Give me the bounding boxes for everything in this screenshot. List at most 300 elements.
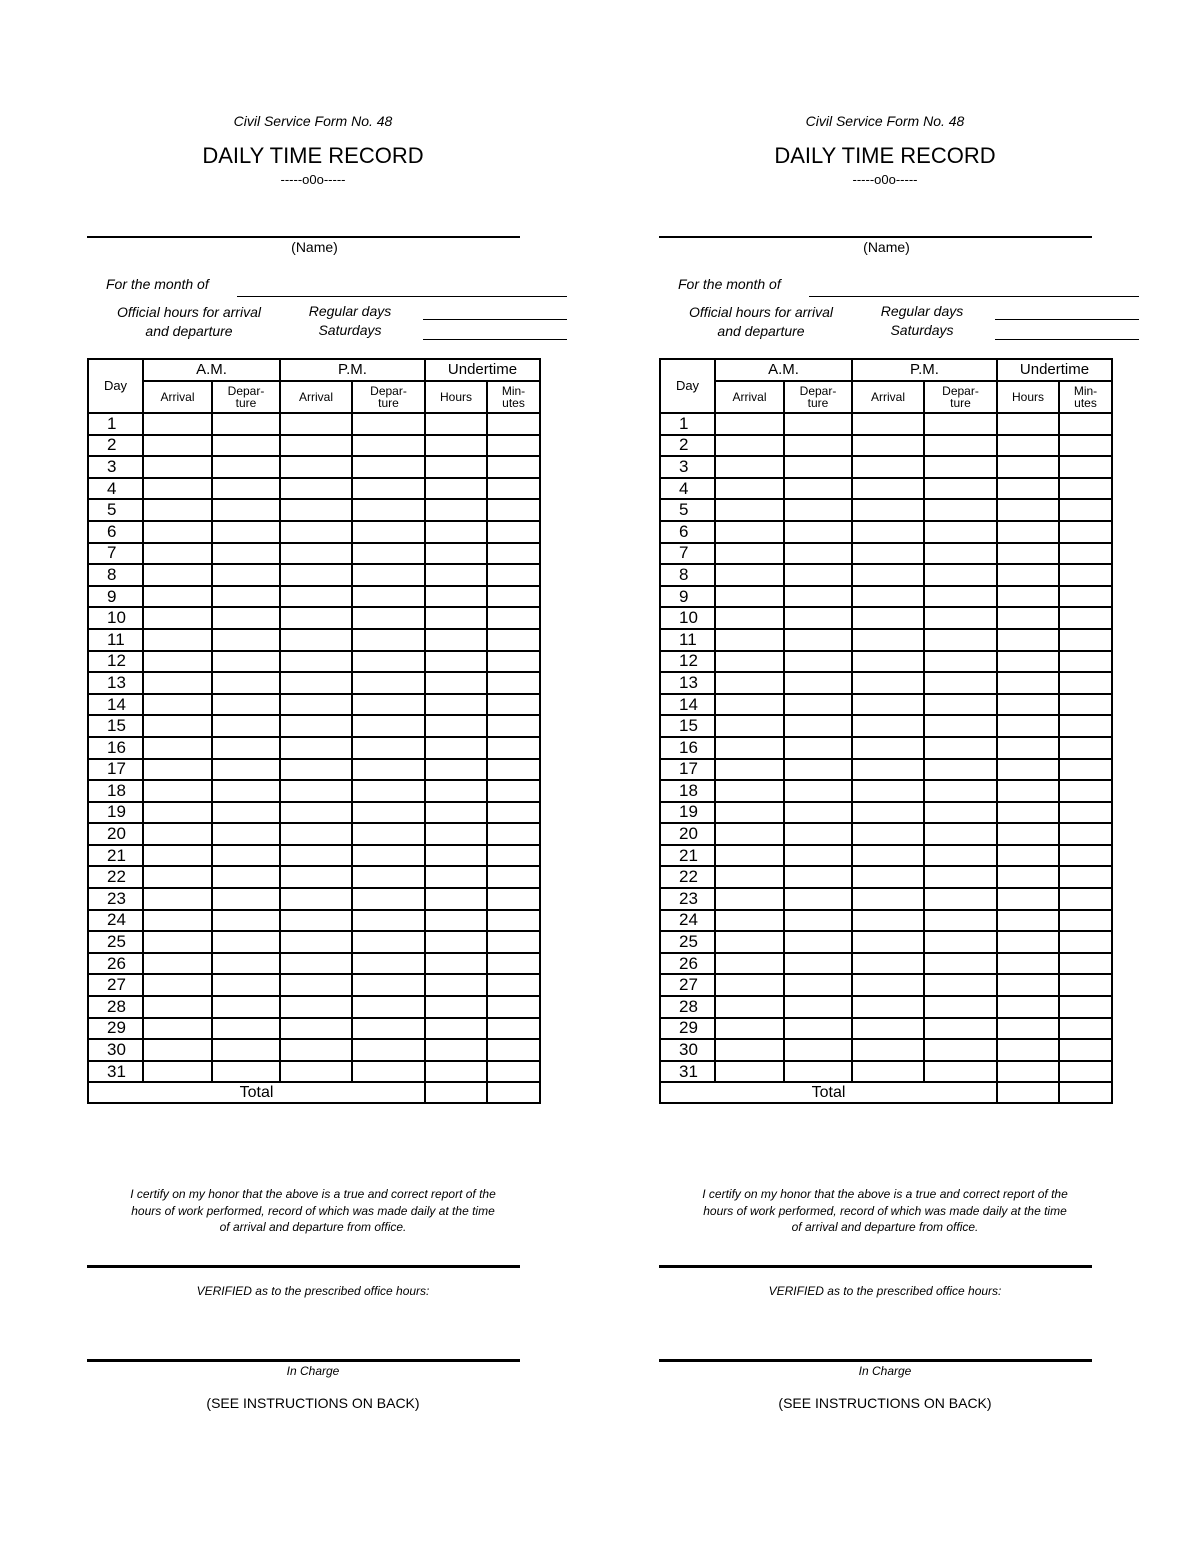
pm-departure-cell[interactable] [352, 651, 425, 673]
pm-departure-cell[interactable] [924, 651, 997, 673]
undertime-hours-cell[interactable] [997, 672, 1059, 694]
am-departure-cell[interactable] [784, 586, 852, 608]
undertime-minutes-cell[interactable] [487, 931, 540, 953]
am-departure-cell[interactable] [784, 435, 852, 457]
am-arrival-cell[interactable] [143, 866, 212, 888]
am-departure-cell[interactable] [784, 715, 852, 737]
am-departure-cell[interactable] [784, 1061, 852, 1083]
employee-signature-line[interactable] [87, 1265, 520, 1268]
undertime-hours-cell[interactable] [425, 910, 487, 932]
pm-departure-cell[interactable] [352, 1039, 425, 1061]
pm-arrival-cell[interactable] [852, 521, 924, 543]
pm-arrival-cell[interactable] [852, 759, 924, 781]
undertime-hours-cell[interactable] [425, 651, 487, 673]
am-departure-cell[interactable] [212, 521, 280, 543]
am-arrival-cell[interactable] [143, 759, 212, 781]
am-departure-cell[interactable] [212, 866, 280, 888]
am-arrival-cell[interactable] [715, 888, 784, 910]
undertime-minutes-cell[interactable] [487, 866, 540, 888]
undertime-hours-cell[interactable] [425, 435, 487, 457]
pm-arrival-cell[interactable] [852, 802, 924, 824]
undertime-hours-cell[interactable] [997, 888, 1059, 910]
am-departure-cell[interactable] [212, 802, 280, 824]
undertime-hours-cell[interactable] [425, 413, 487, 435]
undertime-hours-cell[interactable] [425, 780, 487, 802]
pm-departure-cell[interactable] [352, 564, 425, 586]
am-arrival-cell[interactable] [715, 629, 784, 651]
undertime-minutes-cell[interactable] [1059, 413, 1112, 435]
am-arrival-cell[interactable] [143, 888, 212, 910]
am-departure-cell[interactable] [212, 651, 280, 673]
am-departure-cell[interactable] [784, 521, 852, 543]
am-arrival-cell[interactable] [143, 521, 212, 543]
undertime-minutes-cell[interactable] [487, 521, 540, 543]
undertime-hours-cell[interactable] [425, 759, 487, 781]
pm-departure-cell[interactable] [924, 694, 997, 716]
am-departure-cell[interactable] [784, 413, 852, 435]
am-arrival-cell[interactable] [143, 456, 212, 478]
am-arrival-cell[interactable] [715, 564, 784, 586]
am-arrival-cell[interactable] [715, 521, 784, 543]
total-minutes-cell[interactable] [1059, 1082, 1112, 1103]
saturdays-field[interactable] [423, 339, 567, 340]
undertime-hours-cell[interactable] [997, 435, 1059, 457]
am-arrival-cell[interactable] [715, 823, 784, 845]
am-departure-cell[interactable] [212, 456, 280, 478]
pm-arrival-cell[interactable] [280, 456, 352, 478]
pm-departure-cell[interactable] [352, 974, 425, 996]
undertime-hours-cell[interactable] [997, 845, 1059, 867]
pm-departure-cell[interactable] [352, 694, 425, 716]
am-arrival-cell[interactable] [715, 651, 784, 673]
undertime-hours-cell[interactable] [425, 866, 487, 888]
am-arrival-cell[interactable] [715, 1039, 784, 1061]
pm-arrival-cell[interactable] [852, 499, 924, 521]
undertime-minutes-cell[interactable] [487, 1039, 540, 1061]
undertime-minutes-cell[interactable] [487, 629, 540, 651]
undertime-hours-cell[interactable] [997, 521, 1059, 543]
pm-arrival-cell[interactable] [280, 435, 352, 457]
undertime-minutes-cell[interactable] [487, 564, 540, 586]
undertime-hours-cell[interactable] [425, 543, 487, 565]
am-arrival-cell[interactable] [715, 715, 784, 737]
am-arrival-cell[interactable] [143, 802, 212, 824]
am-arrival-cell[interactable] [715, 737, 784, 759]
am-arrival-cell[interactable] [715, 607, 784, 629]
am-departure-cell[interactable] [784, 996, 852, 1018]
am-departure-cell[interactable] [212, 543, 280, 565]
undertime-minutes-cell[interactable] [1059, 456, 1112, 478]
pm-departure-cell[interactable] [352, 1061, 425, 1083]
undertime-minutes-cell[interactable] [487, 953, 540, 975]
pm-arrival-cell[interactable] [852, 435, 924, 457]
am-departure-cell[interactable] [784, 607, 852, 629]
pm-arrival-cell[interactable] [852, 737, 924, 759]
undertime-minutes-cell[interactable] [487, 435, 540, 457]
pm-departure-cell[interactable] [352, 435, 425, 457]
undertime-hours-cell[interactable] [425, 1039, 487, 1061]
undertime-hours-cell[interactable] [997, 1039, 1059, 1061]
am-departure-cell[interactable] [784, 478, 852, 500]
am-arrival-cell[interactable] [143, 499, 212, 521]
pm-departure-cell[interactable] [924, 737, 997, 759]
pm-arrival-cell[interactable] [280, 823, 352, 845]
am-departure-cell[interactable] [784, 845, 852, 867]
pm-departure-cell[interactable] [924, 1018, 997, 1040]
pm-departure-cell[interactable] [924, 910, 997, 932]
total-minutes-cell[interactable] [487, 1082, 540, 1103]
pm-arrival-cell[interactable] [852, 866, 924, 888]
am-arrival-cell[interactable] [715, 802, 784, 824]
undertime-minutes-cell[interactable] [1059, 737, 1112, 759]
regular-days-field[interactable] [995, 319, 1139, 320]
am-arrival-cell[interactable] [715, 1061, 784, 1083]
am-arrival-cell[interactable] [143, 1039, 212, 1061]
pm-arrival-cell[interactable] [280, 1039, 352, 1061]
pm-departure-cell[interactable] [924, 996, 997, 1018]
month-field[interactable] [237, 296, 567, 297]
am-arrival-cell[interactable] [143, 974, 212, 996]
undertime-hours-cell[interactable] [425, 564, 487, 586]
undertime-minutes-cell[interactable] [487, 780, 540, 802]
am-departure-cell[interactable] [784, 888, 852, 910]
undertime-hours-cell[interactable] [997, 564, 1059, 586]
pm-arrival-cell[interactable] [852, 672, 924, 694]
am-departure-cell[interactable] [212, 694, 280, 716]
undertime-minutes-cell[interactable] [487, 651, 540, 673]
pm-arrival-cell[interactable] [852, 931, 924, 953]
pm-departure-cell[interactable] [924, 564, 997, 586]
undertime-hours-cell[interactable] [997, 866, 1059, 888]
undertime-minutes-cell[interactable] [1059, 629, 1112, 651]
am-departure-cell[interactable] [784, 694, 852, 716]
am-departure-cell[interactable] [784, 759, 852, 781]
am-arrival-cell[interactable] [143, 737, 212, 759]
pm-arrival-cell[interactable] [852, 607, 924, 629]
pm-departure-cell[interactable] [352, 499, 425, 521]
pm-departure-cell[interactable] [924, 478, 997, 500]
pm-departure-cell[interactable] [924, 780, 997, 802]
pm-departure-cell[interactable] [352, 715, 425, 737]
undertime-hours-cell[interactable] [425, 802, 487, 824]
undertime-minutes-cell[interactable] [487, 413, 540, 435]
pm-arrival-cell[interactable] [852, 564, 924, 586]
am-departure-cell[interactable] [784, 931, 852, 953]
am-departure-cell[interactable] [212, 1039, 280, 1061]
am-arrival-cell[interactable] [143, 413, 212, 435]
pm-arrival-cell[interactable] [280, 910, 352, 932]
undertime-minutes-cell[interactable] [487, 715, 540, 737]
month-field[interactable] [809, 296, 1139, 297]
am-departure-cell[interactable] [784, 651, 852, 673]
am-departure-cell[interactable] [212, 737, 280, 759]
undertime-minutes-cell[interactable] [487, 888, 540, 910]
undertime-minutes-cell[interactable] [487, 543, 540, 565]
undertime-hours-cell[interactable] [425, 715, 487, 737]
undertime-hours-cell[interactable] [997, 715, 1059, 737]
pm-departure-cell[interactable] [352, 521, 425, 543]
undertime-hours-cell[interactable] [997, 931, 1059, 953]
pm-departure-cell[interactable] [352, 866, 425, 888]
pm-arrival-cell[interactable] [280, 737, 352, 759]
am-departure-cell[interactable] [212, 953, 280, 975]
pm-departure-cell[interactable] [924, 586, 997, 608]
am-arrival-cell[interactable] [143, 996, 212, 1018]
pm-departure-cell[interactable] [924, 499, 997, 521]
undertime-minutes-cell[interactable] [1059, 802, 1112, 824]
pm-arrival-cell[interactable] [852, 910, 924, 932]
pm-arrival-cell[interactable] [280, 521, 352, 543]
undertime-minutes-cell[interactable] [1059, 974, 1112, 996]
am-arrival-cell[interactable] [715, 931, 784, 953]
pm-arrival-cell[interactable] [280, 866, 352, 888]
am-arrival-cell[interactable] [715, 910, 784, 932]
am-departure-cell[interactable] [212, 499, 280, 521]
pm-arrival-cell[interactable] [280, 413, 352, 435]
undertime-hours-cell[interactable] [425, 478, 487, 500]
am-departure-cell[interactable] [784, 910, 852, 932]
undertime-minutes-cell[interactable] [487, 607, 540, 629]
pm-departure-cell[interactable] [924, 845, 997, 867]
am-arrival-cell[interactable] [143, 607, 212, 629]
pm-arrival-cell[interactable] [280, 1018, 352, 1040]
undertime-minutes-cell[interactable] [1059, 607, 1112, 629]
undertime-minutes-cell[interactable] [487, 1061, 540, 1083]
undertime-minutes-cell[interactable] [1059, 521, 1112, 543]
am-departure-cell[interactable] [212, 845, 280, 867]
pm-departure-cell[interactable] [352, 802, 425, 824]
pm-arrival-cell[interactable] [852, 456, 924, 478]
name-field[interactable] [659, 236, 1092, 238]
am-arrival-cell[interactable] [143, 672, 212, 694]
am-departure-cell[interactable] [212, 974, 280, 996]
am-arrival-cell[interactable] [143, 586, 212, 608]
undertime-minutes-cell[interactable] [1059, 435, 1112, 457]
am-arrival-cell[interactable] [715, 478, 784, 500]
am-departure-cell[interactable] [784, 543, 852, 565]
am-departure-cell[interactable] [784, 802, 852, 824]
pm-departure-cell[interactable] [352, 888, 425, 910]
pm-arrival-cell[interactable] [280, 586, 352, 608]
am-departure-cell[interactable] [784, 780, 852, 802]
undertime-hours-cell[interactable] [425, 953, 487, 975]
am-arrival-cell[interactable] [715, 759, 784, 781]
undertime-hours-cell[interactable] [425, 629, 487, 651]
pm-departure-cell[interactable] [924, 413, 997, 435]
undertime-hours-cell[interactable] [425, 737, 487, 759]
undertime-minutes-cell[interactable] [1059, 543, 1112, 565]
undertime-hours-cell[interactable] [997, 607, 1059, 629]
pm-arrival-cell[interactable] [852, 629, 924, 651]
pm-departure-cell[interactable] [924, 1061, 997, 1083]
undertime-hours-cell[interactable] [425, 974, 487, 996]
am-departure-cell[interactable] [212, 478, 280, 500]
undertime-hours-cell[interactable] [997, 737, 1059, 759]
undertime-minutes-cell[interactable] [1059, 931, 1112, 953]
undertime-minutes-cell[interactable] [1059, 564, 1112, 586]
undertime-minutes-cell[interactable] [1059, 910, 1112, 932]
in-charge-signature-line[interactable] [659, 1359, 1092, 1362]
am-arrival-cell[interactable] [715, 499, 784, 521]
pm-departure-cell[interactable] [352, 737, 425, 759]
undertime-hours-cell[interactable] [997, 629, 1059, 651]
pm-arrival-cell[interactable] [280, 888, 352, 910]
pm-departure-cell[interactable] [352, 1018, 425, 1040]
undertime-minutes-cell[interactable] [487, 499, 540, 521]
pm-departure-cell[interactable] [924, 456, 997, 478]
undertime-hours-cell[interactable] [997, 759, 1059, 781]
pm-arrival-cell[interactable] [852, 996, 924, 1018]
undertime-hours-cell[interactable] [997, 910, 1059, 932]
pm-departure-cell[interactable] [924, 866, 997, 888]
am-departure-cell[interactable] [212, 1061, 280, 1083]
am-departure-cell[interactable] [212, 586, 280, 608]
undertime-hours-cell[interactable] [997, 413, 1059, 435]
am-arrival-cell[interactable] [143, 629, 212, 651]
pm-departure-cell[interactable] [924, 953, 997, 975]
undertime-hours-cell[interactable] [425, 672, 487, 694]
am-departure-cell[interactable] [212, 564, 280, 586]
undertime-minutes-cell[interactable] [1059, 845, 1112, 867]
undertime-minutes-cell[interactable] [487, 478, 540, 500]
am-arrival-cell[interactable] [143, 543, 212, 565]
undertime-hours-cell[interactable] [997, 780, 1059, 802]
am-arrival-cell[interactable] [143, 1061, 212, 1083]
am-arrival-cell[interactable] [143, 651, 212, 673]
pm-departure-cell[interactable] [352, 586, 425, 608]
in-charge-signature-line[interactable] [87, 1359, 520, 1362]
am-arrival-cell[interactable] [143, 780, 212, 802]
pm-departure-cell[interactable] [924, 672, 997, 694]
pm-departure-cell[interactable] [352, 629, 425, 651]
pm-departure-cell[interactable] [352, 672, 425, 694]
undertime-minutes-cell[interactable] [487, 996, 540, 1018]
pm-arrival-cell[interactable] [280, 1061, 352, 1083]
undertime-hours-cell[interactable] [425, 996, 487, 1018]
undertime-hours-cell[interactable] [997, 586, 1059, 608]
am-arrival-cell[interactable] [715, 456, 784, 478]
am-departure-cell[interactable] [784, 1039, 852, 1061]
undertime-minutes-cell[interactable] [1059, 672, 1112, 694]
undertime-hours-cell[interactable] [997, 953, 1059, 975]
am-arrival-cell[interactable] [143, 953, 212, 975]
undertime-minutes-cell[interactable] [487, 1018, 540, 1040]
pm-departure-cell[interactable] [352, 780, 425, 802]
total-hours-cell[interactable] [997, 1082, 1059, 1103]
pm-arrival-cell[interactable] [852, 780, 924, 802]
pm-departure-cell[interactable] [924, 823, 997, 845]
undertime-hours-cell[interactable] [425, 499, 487, 521]
undertime-hours-cell[interactable] [997, 1061, 1059, 1083]
am-departure-cell[interactable] [784, 737, 852, 759]
am-departure-cell[interactable] [212, 910, 280, 932]
undertime-hours-cell[interactable] [997, 543, 1059, 565]
undertime-hours-cell[interactable] [997, 1018, 1059, 1040]
undertime-hours-cell[interactable] [425, 607, 487, 629]
pm-departure-cell[interactable] [352, 478, 425, 500]
saturdays-field[interactable] [995, 339, 1139, 340]
am-arrival-cell[interactable] [143, 910, 212, 932]
am-arrival-cell[interactable] [715, 974, 784, 996]
undertime-hours-cell[interactable] [425, 823, 487, 845]
undertime-hours-cell[interactable] [425, 1061, 487, 1083]
undertime-minutes-cell[interactable] [1059, 996, 1112, 1018]
undertime-minutes-cell[interactable] [1059, 1061, 1112, 1083]
am-departure-cell[interactable] [212, 931, 280, 953]
pm-departure-cell[interactable] [352, 845, 425, 867]
undertime-hours-cell[interactable] [425, 931, 487, 953]
am-arrival-cell[interactable] [143, 694, 212, 716]
pm-arrival-cell[interactable] [280, 953, 352, 975]
pm-arrival-cell[interactable] [280, 780, 352, 802]
pm-arrival-cell[interactable] [280, 974, 352, 996]
undertime-hours-cell[interactable] [997, 823, 1059, 845]
am-arrival-cell[interactable] [715, 586, 784, 608]
undertime-hours-cell[interactable] [997, 478, 1059, 500]
pm-arrival-cell[interactable] [852, 888, 924, 910]
pm-arrival-cell[interactable] [852, 974, 924, 996]
undertime-minutes-cell[interactable] [487, 974, 540, 996]
am-departure-cell[interactable] [212, 672, 280, 694]
pm-departure-cell[interactable] [924, 521, 997, 543]
am-departure-cell[interactable] [212, 780, 280, 802]
pm-arrival-cell[interactable] [280, 715, 352, 737]
undertime-hours-cell[interactable] [997, 974, 1059, 996]
undertime-hours-cell[interactable] [425, 694, 487, 716]
am-arrival-cell[interactable] [143, 478, 212, 500]
pm-arrival-cell[interactable] [852, 1018, 924, 1040]
am-arrival-cell[interactable] [715, 1018, 784, 1040]
am-arrival-cell[interactable] [143, 823, 212, 845]
am-departure-cell[interactable] [212, 607, 280, 629]
pm-arrival-cell[interactable] [280, 564, 352, 586]
am-arrival-cell[interactable] [715, 672, 784, 694]
undertime-minutes-cell[interactable] [1059, 651, 1112, 673]
undertime-hours-cell[interactable] [425, 1018, 487, 1040]
am-arrival-cell[interactable] [143, 845, 212, 867]
undertime-minutes-cell[interactable] [1059, 866, 1112, 888]
undertime-minutes-cell[interactable] [487, 823, 540, 845]
pm-departure-cell[interactable] [924, 1039, 997, 1061]
undertime-minutes-cell[interactable] [487, 694, 540, 716]
undertime-minutes-cell[interactable] [1059, 823, 1112, 845]
am-departure-cell[interactable] [784, 974, 852, 996]
undertime-minutes-cell[interactable] [1059, 586, 1112, 608]
undertime-minutes-cell[interactable] [1059, 888, 1112, 910]
am-arrival-cell[interactable] [715, 953, 784, 975]
undertime-minutes-cell[interactable] [1059, 780, 1112, 802]
undertime-hours-cell[interactable] [425, 586, 487, 608]
pm-arrival-cell[interactable] [852, 543, 924, 565]
pm-arrival-cell[interactable] [852, 953, 924, 975]
am-arrival-cell[interactable] [143, 435, 212, 457]
undertime-minutes-cell[interactable] [487, 672, 540, 694]
am-departure-cell[interactable] [784, 866, 852, 888]
am-departure-cell[interactable] [784, 456, 852, 478]
am-arrival-cell[interactable] [715, 413, 784, 435]
pm-departure-cell[interactable] [924, 888, 997, 910]
pm-arrival-cell[interactable] [852, 1061, 924, 1083]
undertime-minutes-cell[interactable] [487, 845, 540, 867]
pm-arrival-cell[interactable] [280, 996, 352, 1018]
pm-departure-cell[interactable] [924, 607, 997, 629]
am-arrival-cell[interactable] [143, 715, 212, 737]
pm-departure-cell[interactable] [352, 953, 425, 975]
pm-arrival-cell[interactable] [852, 413, 924, 435]
am-arrival-cell[interactable] [143, 931, 212, 953]
undertime-hours-cell[interactable] [425, 456, 487, 478]
am-departure-cell[interactable] [784, 564, 852, 586]
